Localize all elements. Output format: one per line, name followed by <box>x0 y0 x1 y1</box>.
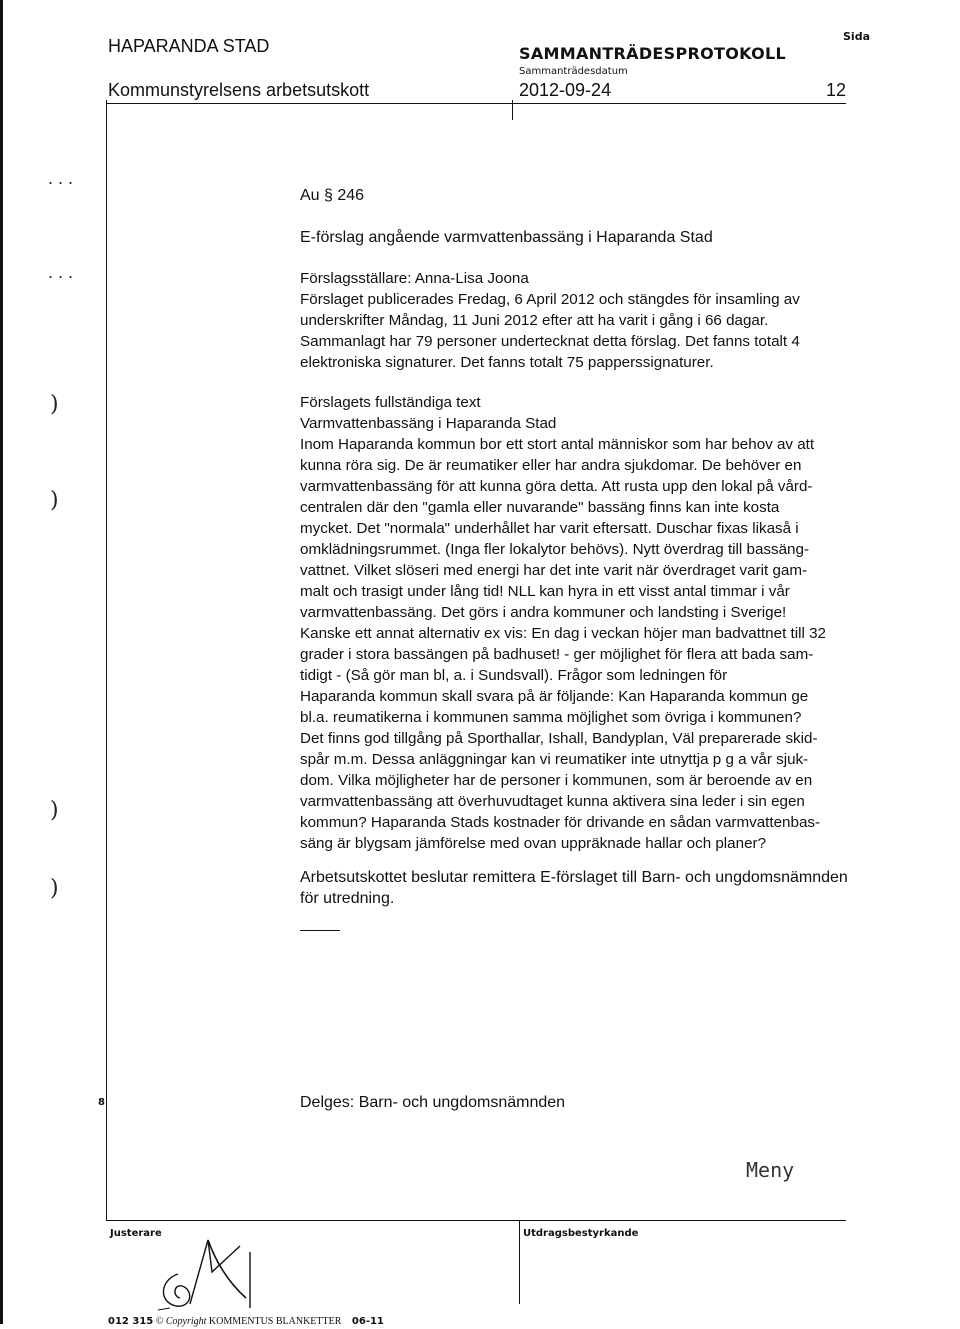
proposal-full-text <box>300 392 930 854</box>
proposal-line: tidigt - (Så gör man bl, a. i Sundsvall). Frågor som ledningen för <box>300 667 728 684</box>
binding-hole-mark-1: ) <box>50 392 59 417</box>
info-line: Sammanlagt har 79 personer undertecknat detta förslag. Det fanns totalt 4 <box>300 333 800 350</box>
protocol-title: SAMMANTRÄDESPROTOKOLL <box>519 44 787 63</box>
decision-end-rule <box>300 930 340 931</box>
proposal-line: dom. Vilka möjligheter har de personer i kommunen, som är beroende av en <box>300 772 813 789</box>
section-title: E-förslag angående varmvattenbassäng i Haparanda Stad <box>300 229 713 246</box>
decision-line: för utredning. <box>300 890 395 907</box>
proposal-line: Inom Haparanda kommun bor ett stort antal människor som har behov av att <box>300 436 815 453</box>
proposal-line: kommun? Haparanda Stads kostnader för drivande en sådan varmvattenbas- <box>300 814 821 831</box>
proposal-info <box>300 268 930 373</box>
proposal-line: spår m.m. Dessa anläggningar kan vi reumatiker inte utnyttja p g a vår sjuk- <box>300 751 809 768</box>
binding-hole-mark-3: ) <box>50 798 59 823</box>
left-page-edge <box>0 0 3 1324</box>
decision-line: Arbetsutskottet beslutar remittera E-förslaget till Barn- och ungdomsnämnden <box>300 869 848 886</box>
page-label: Sida <box>843 30 870 43</box>
proposal-line: omklädningsrummet. (Inga fler lokalytor behövs). Nytt överdrag till bassäng- <box>300 541 809 558</box>
margin-rule <box>106 100 107 1220</box>
margin-number: 8 <box>98 1097 105 1108</box>
proposal-line: varmvattenbassäng att överhuvudtaget kunna aktivera sina leder i sin egen <box>300 793 805 810</box>
info-line: Förslaget publicerades Fredag, 6 April 2012 och stängdes för insamling av <box>300 291 800 308</box>
proposal-line: mycket. Det "normala" underhållet har varit eftersatt. Duschar fixas likaså i <box>300 520 799 537</box>
form-code: 012 315 <box>108 1316 154 1327</box>
organization-name: HAPARANDA STAD <box>108 36 270 56</box>
proposal-line: Det finns god tillgång på Sporthallar, Ishall, Bandyplan, Väl preparerade skid- <box>300 730 818 747</box>
proposal-line: säng är blygsam jämförelse med ovan uppräknade hallar och planer? <box>300 835 767 852</box>
header-rule <box>106 103 846 104</box>
footer-top-rule <box>106 1220 846 1221</box>
meeting-date-label: Sammanträdesdatum <box>519 66 628 77</box>
proposal-line: varmvattenbassäng för att kunna göra detta. Att rusta upp den lokal på vård- <box>300 478 813 495</box>
menu-stamp: Meny <box>746 1158 795 1182</box>
proposal-line: Kanske ett annat alternativ ex vis: En dag i veckan höjer man badvattnet till 32 <box>300 625 826 642</box>
form-version: 06-11 <box>351 1316 384 1327</box>
page-number: 12 <box>826 80 847 100</box>
proposal-line: bl.a. reumatikerna i kommunen samma möjlighet som övriga i kommunen? <box>300 709 802 726</box>
justerare-label: Justerare <box>110 1228 162 1239</box>
committee-name: Kommunstyrelsens arbetsutskott <box>108 80 370 100</box>
info-line: Förslagsställare: Anna-Lisa Joona <box>300 270 529 287</box>
info-line: underskrifter Måndag, 11 Juni 2012 efter att ha varit i gång i 66 dagar. <box>300 312 769 329</box>
proposal-line: Förslagets fullständiga text <box>300 394 481 411</box>
footer-divider <box>519 1220 520 1304</box>
proposal-line: Haparanda kommun skall svara på är följande: Kan Haparanda kommun ge <box>300 688 809 705</box>
section-reference: Au § 246 <box>300 187 365 204</box>
proposal-line: varmvattenbassäng. Det görs i andra kommuner och landsting i Sverige! <box>300 604 787 621</box>
handwritten-signature <box>150 1232 260 1312</box>
decision-text <box>300 867 848 909</box>
proposal-line: kunna röra sig. De är reumatiker eller har andra sjukdomar. De behöver en <box>300 457 802 474</box>
binding-hole-mark-2: ) <box>50 488 59 513</box>
header-divider-tick <box>512 100 513 120</box>
margin-dots-1: . . . <box>48 168 74 188</box>
proposal-line: Varmvattenbassäng i Haparanda Stad <box>300 415 557 432</box>
proposal-line: malt och trasigt under lång tid! NLL kan hyra in ett visst antal timmar i vår <box>300 583 790 600</box>
publisher-name: KOMMENTUS BLANKETTER <box>208 1316 342 1327</box>
proposal-line: grader i stora bassängen på badhuset! - ger möjlighet för flera att bada sam- <box>300 646 814 663</box>
meeting-date: 2012-09-24 <box>519 80 612 100</box>
binding-hole-mark-4: ) <box>50 876 59 901</box>
info-line: elektroniska signaturer. Det fanns totalt 75 papperssignaturer. <box>300 354 714 371</box>
copyright-label: Copyright <box>165 1316 207 1327</box>
margin-dots-2: . . . <box>48 262 74 282</box>
proposal-line: vattnet. Vilket slöseri med energi har det inte varit när överdraget varit gam- <box>300 562 808 579</box>
form-footer: 012 315 © Copyright KOMMENTUS BLANKETTER 06-11 <box>108 1316 384 1327</box>
utdrag-label: Utdragsbestyrkande <box>523 1228 639 1239</box>
distribution-note: Delges: Barn- och ungdomsnämnden <box>300 1094 566 1111</box>
proposal-line: centralen där den "gamla eller nuvarande" bassäng finns kan inte kosta <box>300 499 780 516</box>
